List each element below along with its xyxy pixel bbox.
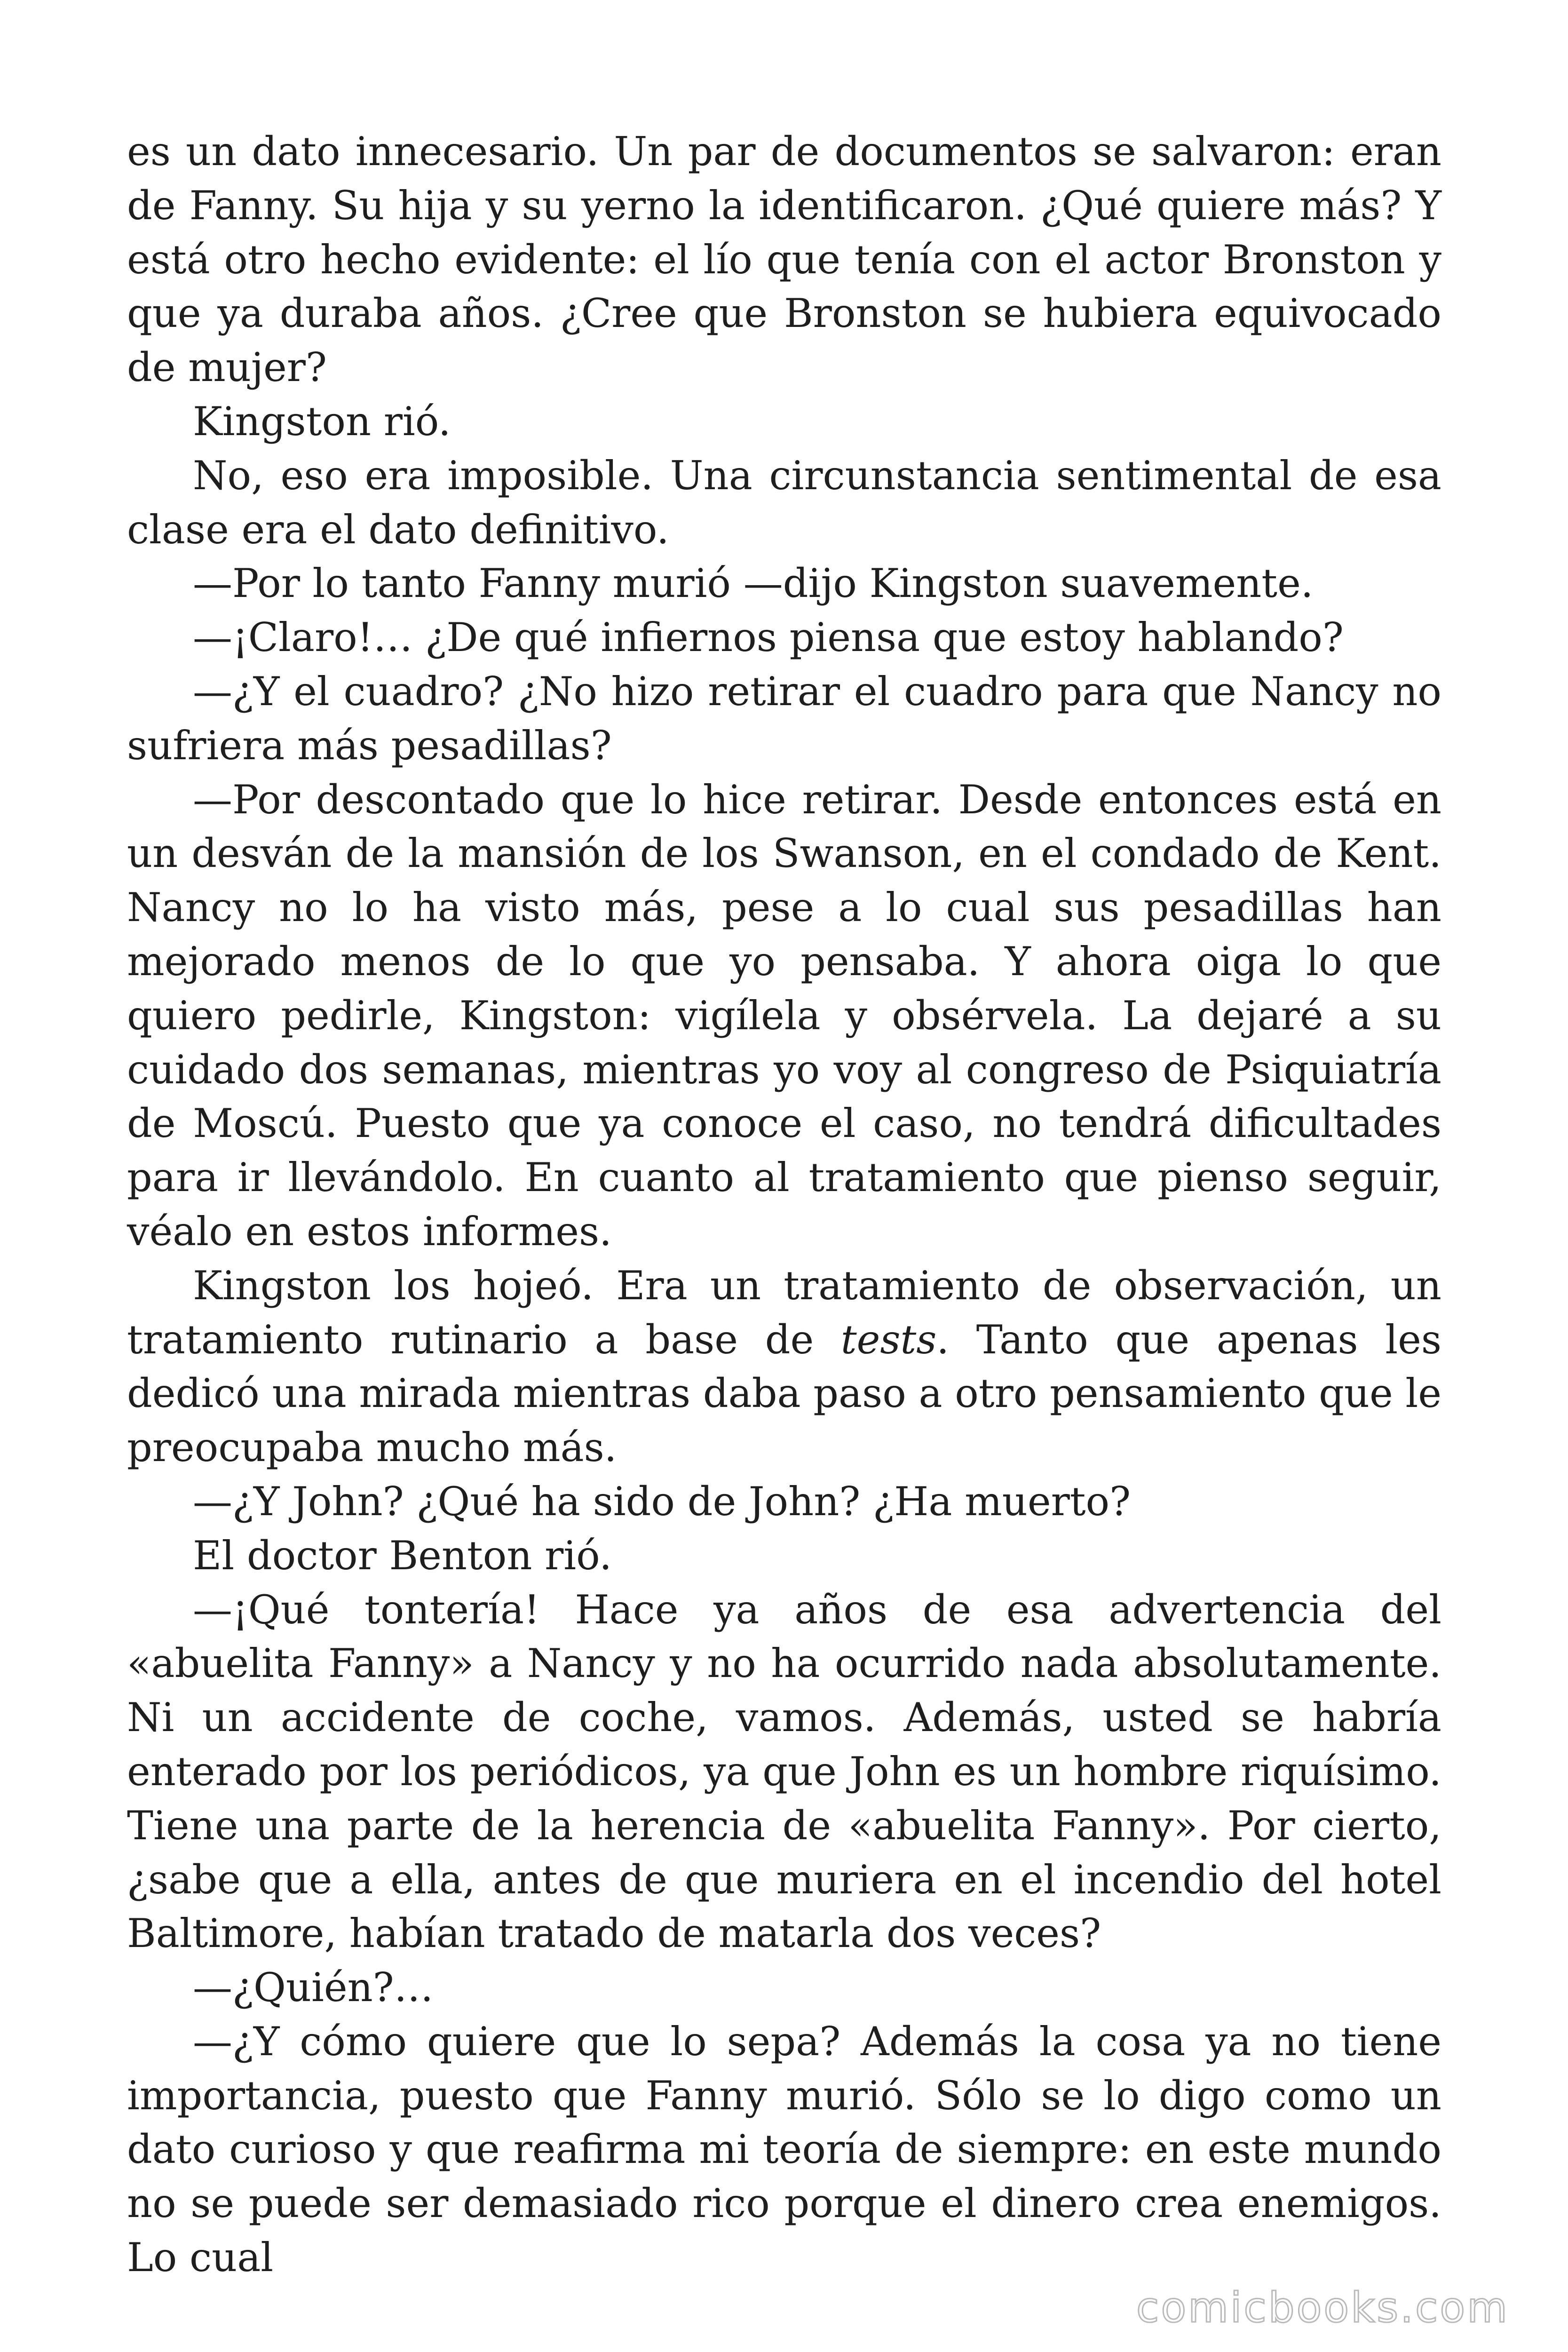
paragraph <box>127 665 1441 773</box>
paragraph <box>127 2015 1441 2285</box>
paragraph <box>127 395 1441 449</box>
paragraph-text: —¿Y John? ¿Qué ha sido de John? ¿Ha muerto? <box>193 1478 1131 1525</box>
paragraph <box>127 1529 1441 1583</box>
watermark: comicbooks.com <box>1136 2283 1509 2332</box>
paragraph-text: No, eso era imposible. Una circunstancia sentimental de esa clase era el dato definitivo. <box>127 452 1441 553</box>
paragraph <box>127 773 1441 1259</box>
paragraph-text: —¿Y el cuadro? ¿No hizo retirar el cuadro para que Nancy no sufriera más pesadillas? <box>127 668 1441 769</box>
paragraph <box>127 1583 1441 1961</box>
paragraph-text: —Por lo tanto Fanny murió —dijo Kingston suavemente. <box>193 560 1314 607</box>
paragraph-text: —Por descontado que lo hice retirar. Desde entonces está en un desván de la mansión de los Swanson, en el condado de Kent. Nancy no lo ha visto más, pese a lo cual sus pesadillas han mejorado menos de lo que yo pensaba. Y ahora oiga lo que quiero pedirle, Kingston: vigílela y obsérvela. La dejaré a su cuidado dos semanas, mientras yo voy al congreso de Psiquiatría de Moscú. Puesto que ya conoce el caso, no tendrá dificultades para ir llevándolo. En cuanto al tratamiento que pienso seguir, véalo en estos informes. <box>127 776 1441 1255</box>
page-body <box>127 125 1441 2285</box>
paragraph-text: —¿Quién?… <box>193 1964 434 2011</box>
paragraph <box>127 449 1441 557</box>
paragraph <box>127 1259 1441 1475</box>
paragraph-text: . Tanto que apenas les dedicó una mirada mientras daba paso a otro pensamiento que le preocupaba mucho más. <box>127 1316 1442 1471</box>
paragraph <box>127 1475 1441 1529</box>
paragraph-text: —¡Qué tontería! Hace ya años de esa advertencia del «abuelita Fanny» a Nancy y no ha ocurrido nada absolutamente. Ni un accidente de coche, vamos. Además, usted se habría enterado por los periódicos, ya que John es un hombre riquísimo. Tiene una parte de la herencia de «abuelita Fanny». Por cierto, ¿sabe que a ella, antes de que muriera en el incendio del hotel Baltimore, habían tratado de matarla dos veces? <box>127 1586 1441 1957</box>
paragraph-text: es un dato innecesario. Un par de documentos se salvaron: eran de Fanny. Su hija y su yerno la identificaron. ¿Qué quiere más? Y está otro hecho evidente: el lío que tenía con el actor Bronston y que ya duraba años. ¿Cree que Bronston se hubiera equivocado de mujer? <box>127 128 1441 391</box>
paragraph-text: Kingston rió. <box>193 398 451 445</box>
paragraph-text: —¡Claro!… ¿De qué infiernos piensa que estoy hablando? <box>193 614 1344 661</box>
paragraph-text: El doctor Benton rió. <box>193 1532 612 1579</box>
paragraph <box>127 556 1441 611</box>
paragraph <box>127 611 1441 665</box>
paragraph <box>127 125 1441 395</box>
paragraph-text: Kingston los hojeó. Era un tratamiento de observación, un tratamiento rutinario a base de <box>127 1262 1441 1363</box>
paragraph <box>127 1961 1441 2015</box>
paragraph-text: —¿Y cómo quiere que lo sepa? Además la cosa ya no tiene importancia, puesto que Fanny murió. Sólo se lo digo como un dato curioso y que reafirma mi teoría de siempre: en este mundo no se puede ser demasiado rico porque el dinero crea enemigos. Lo cual <box>127 2018 1441 2281</box>
italic-word: tests <box>840 1316 937 1363</box>
